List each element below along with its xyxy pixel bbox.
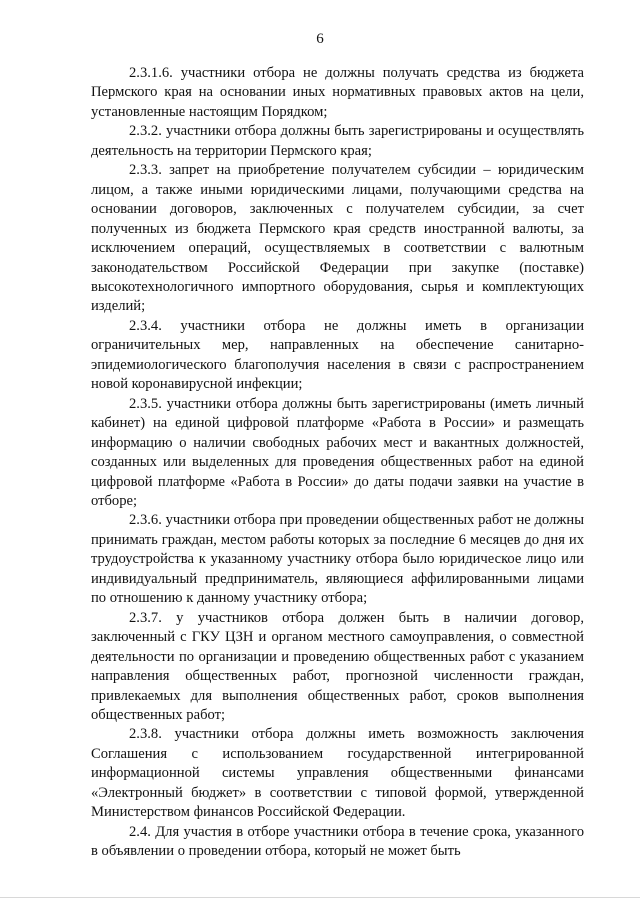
paragraph-2-4: 2.4. Для участия в отборе участники отбора в течение срока, указанного в объявлении о проведении отбора, который не может быть — [91, 823, 584, 860]
paragraph-2-3-8: 2.3.8. участники отбора должны иметь возможность заключения Соглашения с использованием государственной интегрированной информационной системы управления общественными финансами «Электронный бюджет» в соответствии с типовой формой, утвержденной Министерством финансов Российской Федерации. — [91, 726, 584, 821]
paragraph-2-3-2: 2.3.2. участники отбора должны быть зарегистрированы и осуществлять деятельность на территории Пермского края; — [91, 123, 584, 159]
paragraph-2-3-3: 2.3.3. запрет на приобретение получателем субсидии – юридическим лицом, а также иными юридическими лицами, получающими средства на основании договоров, заключенных с получателем субсидии, за счет полученных из бюджета Пермского края средств иностранной валюты, за исключением операций, осуществляемых в соответствии с валютным законодательством Российской Федерации при закупке (поставке) высокотехнологичного импортного оборудования, сырья и комплектующих изделий; — [91, 162, 584, 315]
bottom-edge-line — [0, 897, 640, 898]
document-body — [91, 64, 584, 862]
paragraph-2-3-5: 2.3.5. участники отбора должны быть зарегистрированы (иметь личный кабинет) на единой цифровой платформе «Работа в России» и размещать информацию о наличии свободных рабочих мест и вакантных должностей, созданных или выделенных для проведения общественных работ на единой цифровой платформе «Работа в России» до даты подачи заявки на участие в отборе; — [91, 395, 584, 509]
paragraph-2-3-4: 2.3.4. участники отбора не должны иметь в организации ограничительных мер, направленных на обеспечение санитарно-эпидемиологического благополучия населения в связи с распространением новой коронавирусной инфекции; — [91, 317, 584, 393]
paragraph-2-3-7: 2.3.7. у участников отбора должен быть в наличии договор, заключенный с ГКУ ЦЗН и органом местного самоуправления, о совместной деятельности по организации и проведению общественных работ с указанием направления общественных работ, прогнозной численности граждан, привлекаемых для выполнения общественных работ, сроков выполнения общественных работ; — [91, 609, 584, 723]
paragraph-2-3-6: 2.3.6. участники отбора при проведении общественных работ не должны принимать граждан, местом работы которых за последние 6 месяцев до дня их трудоустройства к указанному участнику отбора было юридическое лицо или индивидуальный предприниматель, являющиеся аффилированными лицами по отношению к данному участнику отбора; — [91, 512, 584, 607]
paragraph-2-3-1-6: 2.3.1.6. участники отбора не должны получать средства из бюджета Пермского края на основании иных нормативных правовых актов на цели, установленные настоящим Порядком; — [91, 65, 584, 120]
page-number: 6 — [316, 31, 324, 47]
